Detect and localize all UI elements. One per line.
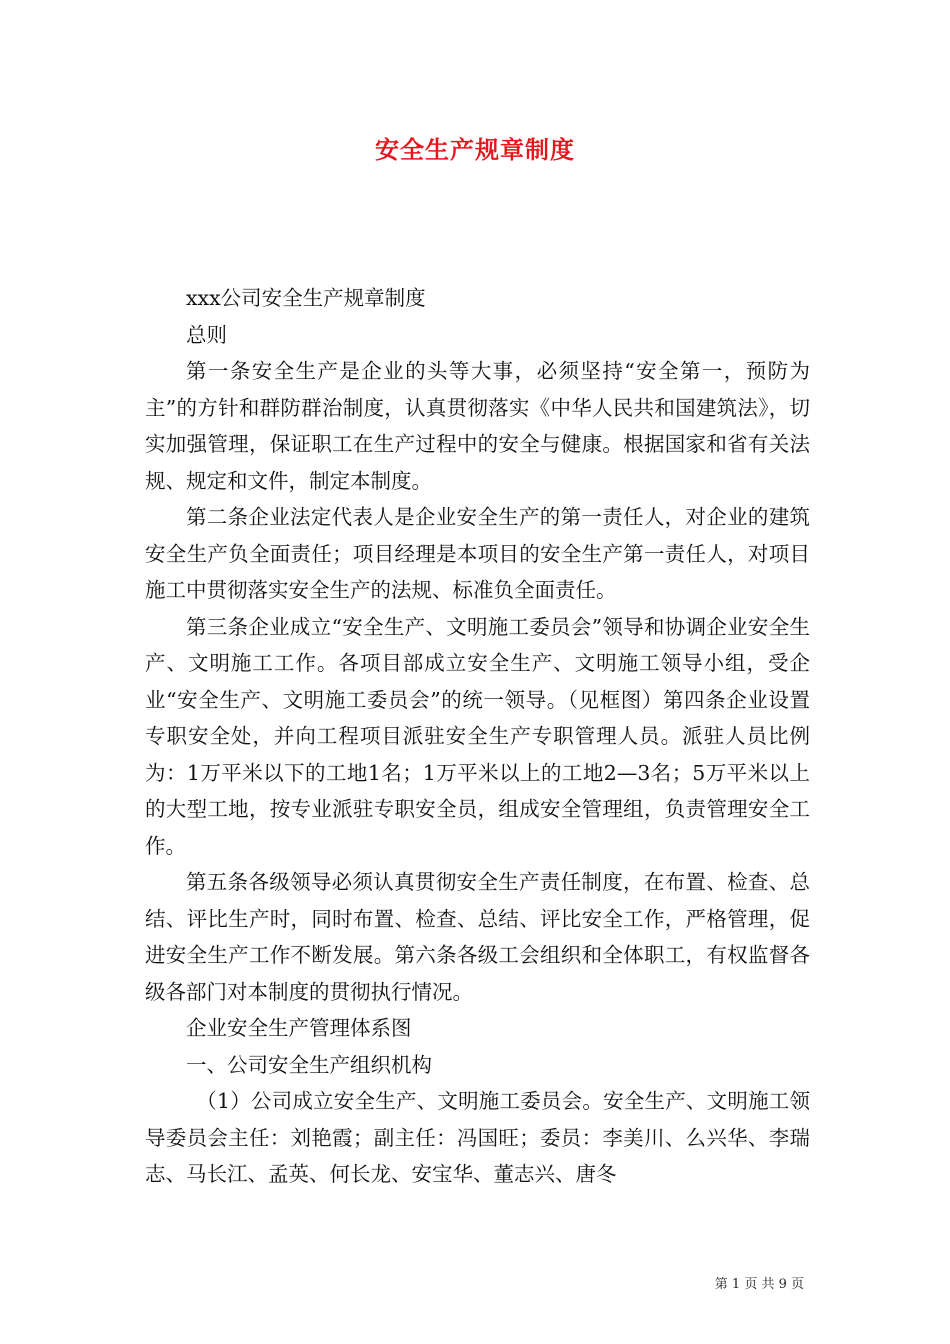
committee-paragraph: （1）公司成立安全生产、文明施工委员会。安全生产、文明施工领导委员会主任：刘艳霞；副主任：冯国旺；委员：李美川、么兴华、李瑞志、马长江、孟英、何长龙、安宝华、董志兴、唐冬 (145, 1089, 810, 1186)
document-title: 安全生产规章制度 (375, 135, 575, 164)
article-3-4: 第三条企业成立“安全生产、文明施工委员会”领导和协调企业安全生产、文明施工工作。各项目部成立安全生产、文明施工领导小组，受企业“安全生产、文明施工委员会”的统一领导。（见框图）第四条企业设置专职安全处，并向工程项目派驻安全生产专职管理人员。派驻人员比例为：1万平米以下的工地1名；1万平米以上的工地2—3名；5万平米以上的大型工地，按专业派驻专职安全员，组成安全管理组，负责管理安全工作。 (145, 614, 810, 858)
document-body (145, 280, 810, 1193)
org-structure-heading: 一、公司安全生产组织机构 (186, 1052, 432, 1077)
company-heading: xxx公司安全生产规章制度 (186, 286, 426, 310)
system-diagram-heading: 企业安全生产管理体系图 (186, 1016, 412, 1040)
article-2: 第二条企业法定代表人是企业安全生产的第一责任人，对企业的建筑安全生产负全面责任；项目经理是本项目的安全生产第一责任人，对项目施工中贯彻落实安全生产的法规、标准负全面责任。 (145, 505, 810, 602)
page-number: 第 1 页 共 9 页 (714, 1277, 804, 1292)
article-5-6: 第五条各级领导必须认真贯彻安全生产责任制度，在布置、检查、总结、评比生产时，同时布置、检查、总结、评比安全工作，严格管理，促进安全生产工作不断发展。第六条各级工会组织和全体职工，有权监督各级各部门对本制度的贯彻执行情况。 (145, 870, 810, 1004)
article-1: 第一条安全生产是企业的头等大事，必须坚持“安全第一，预防为主”的方针和群防群治制度，认真贯彻落实《中华人民共和国建筑法》，切实加强管理，保证职工在生产过程中的安全与健康。根据国家和省有关法规、规定和文件，制定本制度。 (145, 359, 810, 493)
section-general: 总则 (186, 322, 227, 347)
